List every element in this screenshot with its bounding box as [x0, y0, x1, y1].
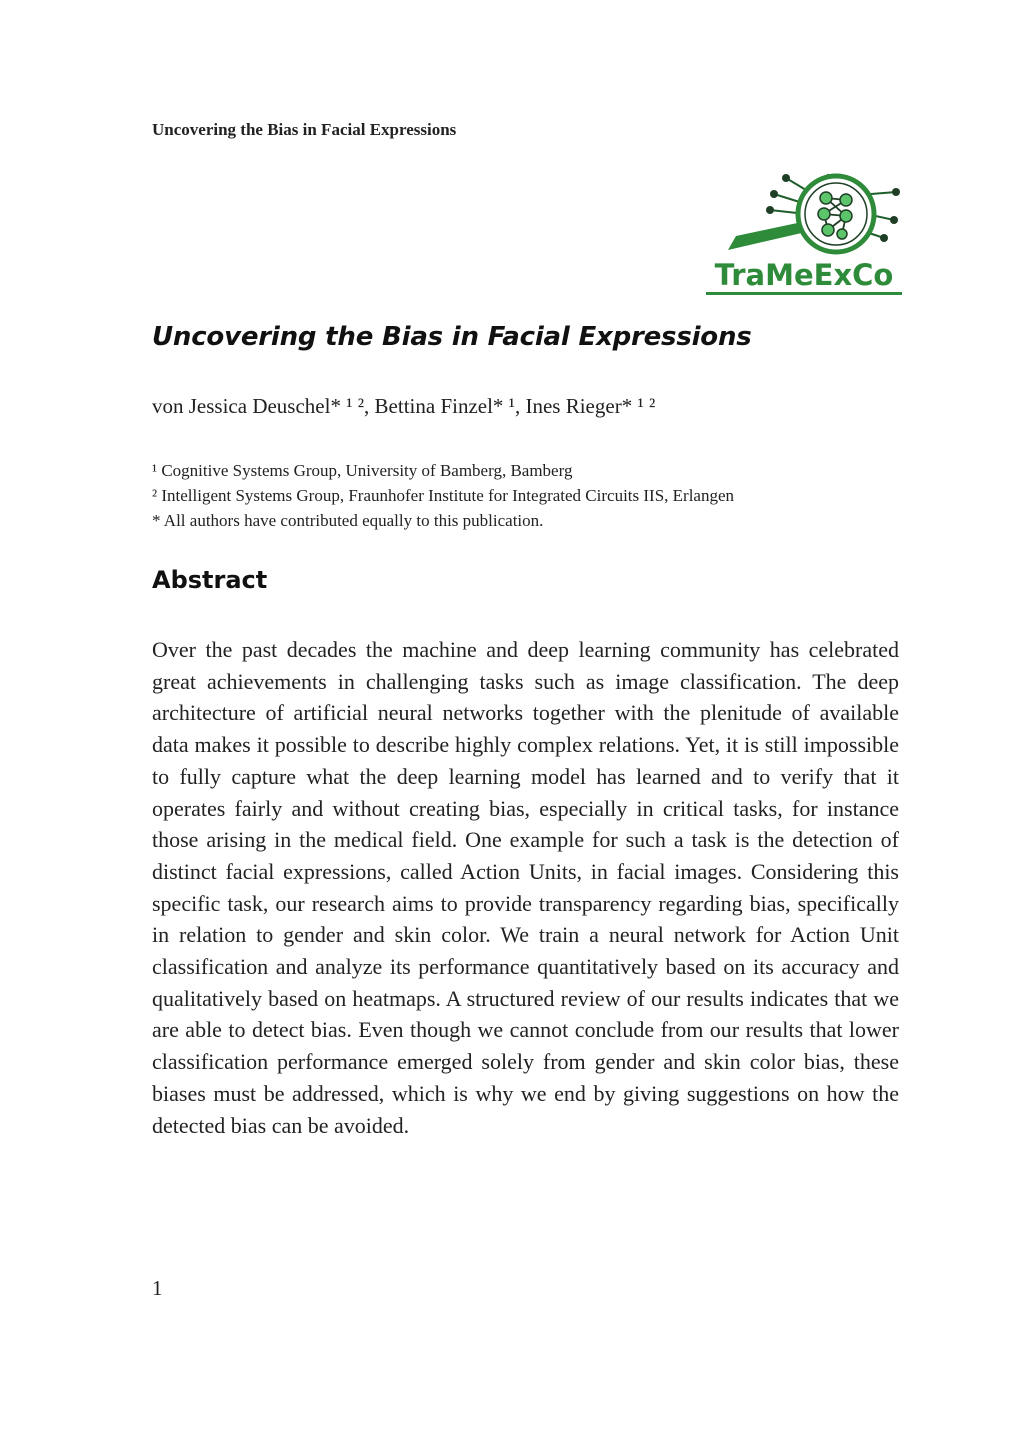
neural-network-magnifier-icon: [706, 170, 906, 260]
contribution-note: * All authors have contributed equally to this publication.: [152, 511, 544, 530]
affiliation-2: ² Intelligent Systems Group, Fraunhofer Institute for Integrated Circuits IIS, Erlangen: [152, 486, 735, 505]
page-number: 1: [152, 1276, 163, 1300]
author-list: von Jessica Deuschel* ¹ ², Bettina Finzel* ¹, Ines Rieger* ¹ ²: [152, 394, 656, 418]
abstract-heading: Abstract: [152, 566, 268, 594]
logo-wordmark: TraMeExCo: [706, 258, 902, 295]
running-header: Uncovering the Bias in Facial Expressions: [152, 120, 457, 139]
paper-title: Uncovering the Bias in Facial Expressions: [152, 322, 752, 352]
affiliation-1: ¹ Cognitive Systems Group, University of Bamberg, Bamberg: [152, 461, 573, 480]
abstract-text: Over the past decades the machine and deep learning community has celebrated great achievements in challenging tasks such as image classification. The deep architecture of artificial neural networks together with the plenitude of available data makes it possible to describe highly complex relations. Yet, it is still impossible to fully capture what the deep learning model has learned and to verify that it operates fairly and without creating bias, especially in critical tasks, for instance those arising in the medical field. One example for such a task is the detection of distinct facial expressions, called Action Units, in facial images. Considering this specific task, our research aims to provide transparency regarding bias, specifically in relation to gender and skin color. We train a neural network for Action Unit classification and analyze its performance quantitatively based on its accuracy and qualitatively based on heatmaps. A structured review of our results indicates that we are able to detect bias. Even though we cannot conclude from our results that lower classification performance emerged solely from gender and skin color bias, these biases must be addressed, which is why we end by giving suggestions on how the detected bias can be avoided.: [152, 637, 899, 1138]
trameexco-logo: [706, 170, 906, 300]
affiliations: [152, 458, 734, 533]
